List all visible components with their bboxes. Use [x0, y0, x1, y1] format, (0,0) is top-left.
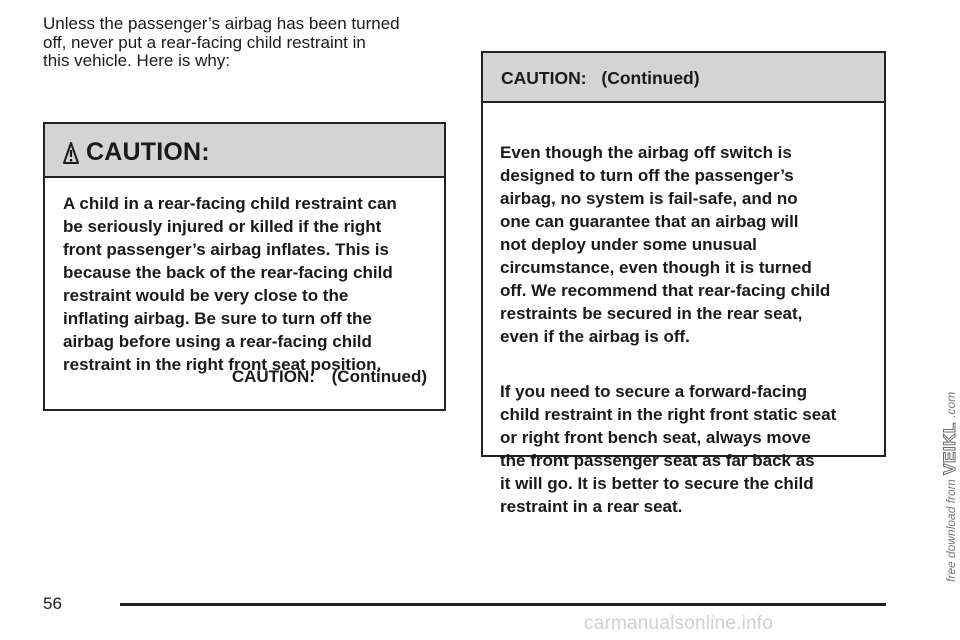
side-watermark-logo: VEIKL: [940, 422, 959, 475]
side-watermark-prefix: free download from: [944, 479, 958, 582]
footer-watermark: carmanualsonline.info: [584, 613, 774, 634]
intro-paragraph: Unless the passenger’s airbag has been turned off, never put a rear-facing child restraint in this vehicle. Here is why:: [43, 14, 400, 70]
caution-continued-body: [483, 103, 884, 541]
page-number: 56: [43, 594, 62, 613]
caution-continued-box: [481, 51, 886, 516]
caution-body: A child in a rear-facing child restraint can be seriously injured or killed if the right front passenger’s airbag inflates. This is because the back of the rear-facing child restraint would be very close to the inflating airbag. Be sure to turn off the airbag before using a rear-facing child restraint in the right front seat position.: [63, 194, 397, 374]
caution-paragraph-1: Even though the airbag off switch is designed to turn off the passenger’s airbag, no system is fail-safe, and no one can guarantee that an airbag will not deploy under some unusual circumstance, even though it is turned off. We recommend that rear-facing child restraints be secured in the rear seat, even if the airbag is off.: [500, 143, 831, 346]
caution-header: [45, 124, 444, 178]
caution-continued-header: [483, 53, 884, 103]
side-watermark-suffix: .com: [944, 391, 958, 418]
caution-continued-title: CAUTION: (Continued): [501, 68, 700, 88]
caution-paragraph-2: If you need to secure a forward-facing child restraint in the right front static seat or right front bench seat, always move the front passenger seat as far back as it will go. It is better to secure the child restraint in a rear seat.: [500, 382, 837, 516]
side-watermark: [940, 392, 960, 582]
caution-title: CAUTION:: [86, 138, 210, 166]
footer-rule: [120, 603, 886, 606]
warning-triangle-icon: [61, 141, 81, 165]
caution-box: [43, 122, 446, 411]
caution-continued-label: CAUTION: (Continued): [231, 367, 427, 386]
